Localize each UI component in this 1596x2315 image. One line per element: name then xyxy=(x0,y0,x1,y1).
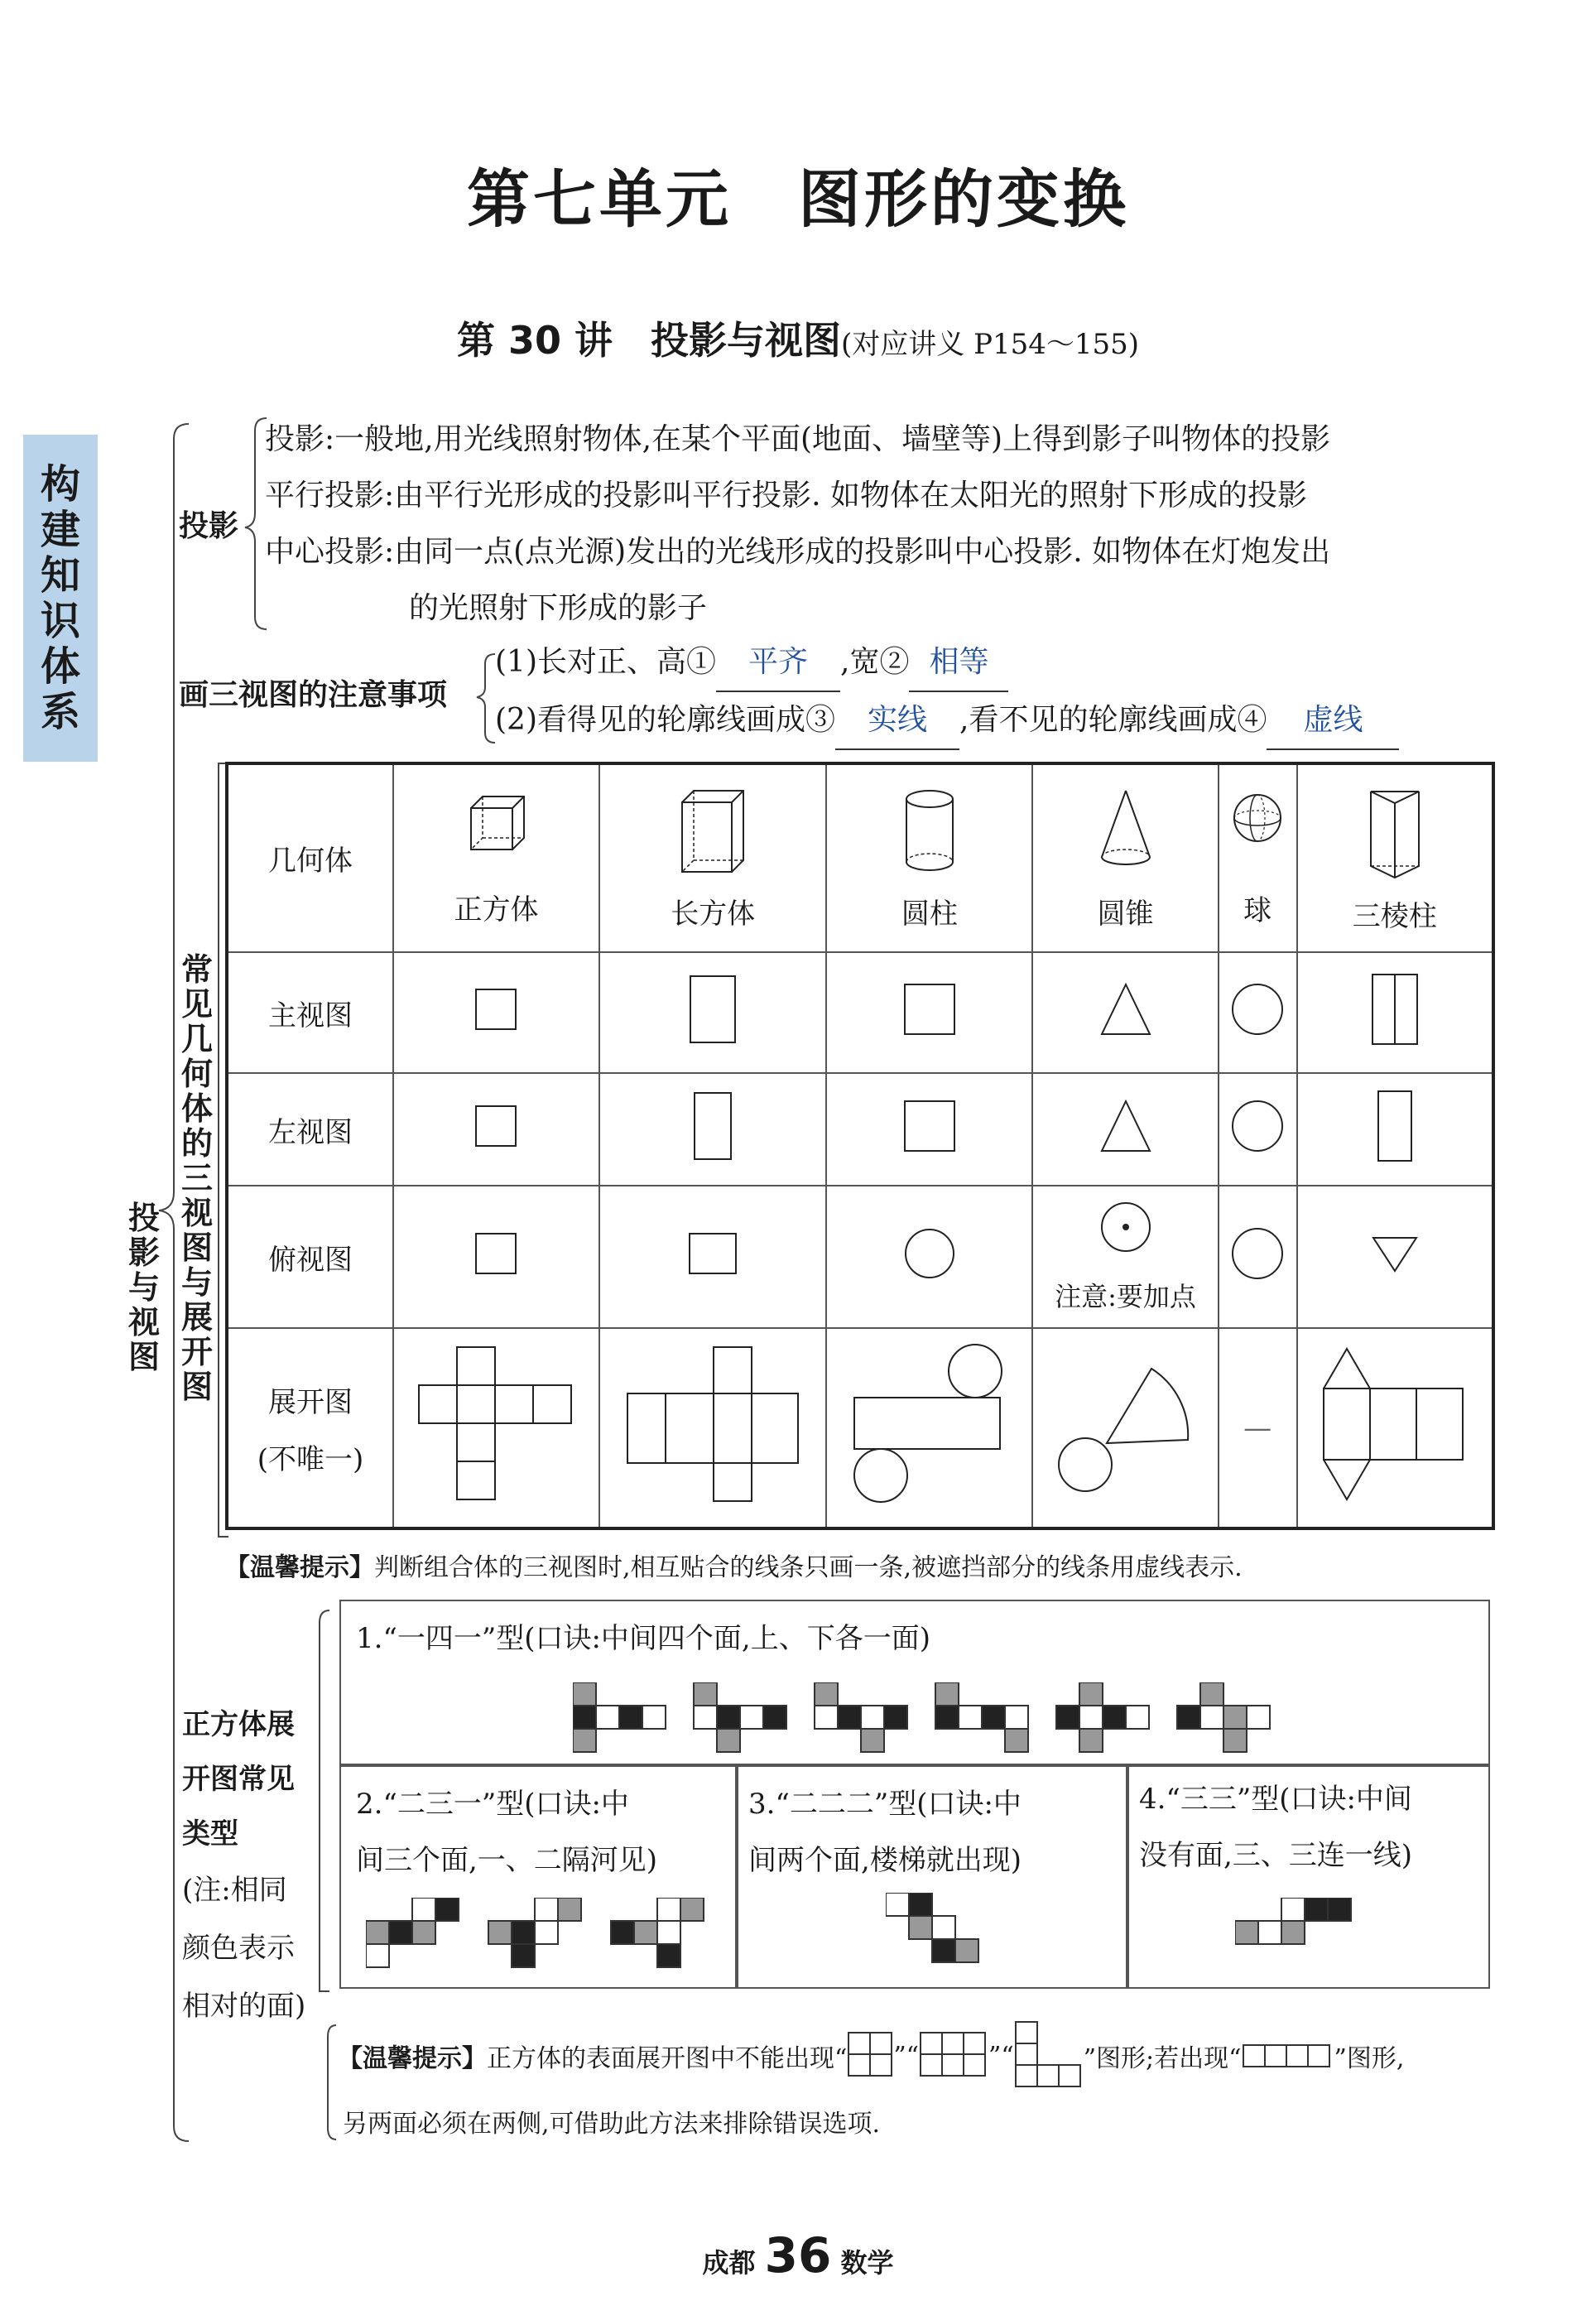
tip-text: ”图形;若出现“ xyxy=(1083,2044,1242,2073)
cone-net-icon xyxy=(1055,1354,1196,1494)
page-number: 36 xyxy=(764,2227,832,2284)
prism-solid-icon xyxy=(1366,783,1424,883)
circle-icon xyxy=(1230,982,1285,1037)
view-cell xyxy=(1032,952,1218,1073)
notes-text: (2)看得见的轮廓线画成③ xyxy=(495,703,835,737)
solid-cell xyxy=(599,763,827,952)
side-tab-char: 建 xyxy=(40,506,80,553)
net-cell xyxy=(826,1328,1032,1528)
notes-text: ,看不见的轮廓线画成④ xyxy=(959,703,1267,737)
table-label-text: 常见几何体的三视图与展开图 xyxy=(180,951,213,1405)
net-type-1-title: 1.“一四一”型(口诀:中间四个面,上、下各一面) xyxy=(356,1622,930,1655)
solid-name: 三棱柱 xyxy=(1352,899,1437,933)
cube-solid-icon xyxy=(463,790,529,856)
notes-text: ,宽② xyxy=(840,645,910,679)
rectangle-icon xyxy=(688,1232,738,1275)
net-type-1-figures xyxy=(573,1682,1434,1757)
square-icon xyxy=(903,1100,956,1153)
net-row-label: 展开图 xyxy=(268,1385,353,1419)
cube-net-icon xyxy=(417,1345,574,1503)
projection-line: 中心投影:由同一点(点光源)发出的光线形成的投影叫中心投影. 如物体在灯炮发出 xyxy=(265,535,1331,569)
projection-label: 投影 xyxy=(179,509,239,543)
sphere-solid-icon xyxy=(1228,789,1286,847)
tip-text: ”图形, xyxy=(1334,2044,1405,2073)
net-type-1-box xyxy=(339,1600,1490,1767)
net-cell xyxy=(1219,1328,1297,1528)
prism-net-icon xyxy=(1320,1345,1469,1503)
tip-text: 判断组合体的三视图时,相互贴合的线条只画一条,被遮挡部分的线条用虚线表示. xyxy=(374,1553,1243,1582)
row-header: 左视图 xyxy=(227,1073,393,1186)
cuboid-net-icon xyxy=(626,1345,800,1503)
bad-net-4-icon xyxy=(1242,2042,1334,2070)
view-cell xyxy=(1219,952,1297,1073)
side-tab-char: 构 xyxy=(40,460,80,508)
net-cell xyxy=(393,1328,599,1528)
net-type-3-title: 间两个面,楼梯就出现) xyxy=(748,1844,1022,1877)
solid-name: 正方体 xyxy=(454,893,539,926)
cube-nets-label-line: 开图常见 xyxy=(182,1763,295,1796)
cube-nets-label-line: 正方体展 xyxy=(182,1708,295,1741)
page-footer xyxy=(0,2227,1596,2284)
side-tab-char: 系 xyxy=(40,688,80,735)
square-icon xyxy=(903,983,956,1036)
solid-name: 圆柱 xyxy=(901,897,958,931)
circle-dot-icon xyxy=(1099,1201,1152,1254)
tip-text: 正方体的表面展开图中不能出现“ xyxy=(487,2044,848,2073)
table-row xyxy=(227,1073,1493,1186)
solid-cell xyxy=(1219,763,1297,952)
answer-1: 平齐 xyxy=(748,645,808,679)
view-cell xyxy=(599,1073,827,1186)
projection-line: 投影:一般地,用光线照射物体,在某个平面(地面、墙壁等)上得到影子叫物体的投影 xyxy=(265,422,1331,456)
view-cell xyxy=(1297,1186,1493,1328)
footer-city: 成都 xyxy=(702,2247,756,2279)
tip-tag: 【温馨提示】 xyxy=(338,2044,487,2073)
answer-3: 实线 xyxy=(867,703,927,737)
lecture-ref: (对应讲义 P154～155) xyxy=(841,328,1140,361)
view-cell xyxy=(599,1186,827,1328)
view-cell xyxy=(393,1186,599,1328)
tip-tag: 【温馨提示】 xyxy=(225,1553,374,1582)
net-type-4-box xyxy=(1126,1764,1490,1989)
split-rectangle-icon xyxy=(1371,973,1419,1046)
rectangle-icon xyxy=(1377,1090,1413,1162)
side-tab-char: 知 xyxy=(40,551,80,599)
net-type-4-figure xyxy=(1235,1898,1359,1956)
answer-blank xyxy=(835,692,959,750)
net-type-2-figures xyxy=(366,1898,714,1981)
outer-label-text: 投影与视图 xyxy=(127,1200,160,1375)
net-cell xyxy=(599,1328,827,1528)
view-cell xyxy=(1032,1186,1218,1328)
cube-nets-paren: (注:相同 xyxy=(182,1874,287,1907)
cylinder-solid-icon xyxy=(901,786,959,877)
circle-icon xyxy=(903,1227,956,1280)
solid-name: 球 xyxy=(1243,893,1272,927)
triangle-icon xyxy=(1099,982,1152,1037)
square-icon xyxy=(474,988,517,1031)
tip-text: ”“ xyxy=(988,2041,1014,2071)
tip-1 xyxy=(225,1547,1243,1583)
tip-text: ”“ xyxy=(893,2041,920,2071)
notes-text: (1)长对正、高① xyxy=(495,645,716,679)
header-cell: 几何体 xyxy=(227,763,393,952)
side-tab-char: 识 xyxy=(40,597,80,644)
view-cell xyxy=(826,1186,1032,1328)
net-type-2-title: 间三个面,一、二隔河见) xyxy=(356,1844,658,1877)
solid-cell xyxy=(393,763,599,952)
lecture-title-text: 第 30 讲 投影与视图 xyxy=(456,318,842,363)
cone-solid-icon xyxy=(1097,786,1155,869)
view-cell xyxy=(393,1073,599,1186)
net-type-4-title: 没有面,三、三连一线) xyxy=(1139,1839,1413,1872)
cube-nets-label-line: 类型 xyxy=(182,1817,238,1851)
circle-icon xyxy=(1230,1099,1285,1153)
bad-net-1-icon xyxy=(847,2031,893,2081)
page-title: 第七单元 图形的变换 xyxy=(467,162,1129,236)
bad-net-2-icon xyxy=(919,2031,988,2081)
solid-cell xyxy=(826,763,1032,952)
solid-cell xyxy=(1297,763,1493,952)
answer-blank xyxy=(909,634,1008,692)
notes-label: 画三视图的注意事项 xyxy=(179,678,448,712)
view-cell xyxy=(826,1073,1032,1186)
net-type-2-box xyxy=(339,1764,738,1989)
answer-blank xyxy=(716,634,840,692)
cube-nets-label xyxy=(182,1697,305,2035)
view-cell xyxy=(393,952,599,1073)
answer-4: 虚线 xyxy=(1303,703,1363,737)
square-icon xyxy=(474,1105,517,1148)
net-type-3-title: 3.“二二二”型(口诀:中 xyxy=(748,1788,1022,1821)
projection-line: 平行投影:由平行光形成的投影叫平行投影. 如物体在太阳光的照射下形成的投影 xyxy=(265,479,1308,513)
circle-icon xyxy=(1230,1226,1285,1281)
projection-line: 的光照射下形成的影子 xyxy=(409,591,708,625)
view-cell xyxy=(599,952,827,1073)
notes-line-1 xyxy=(495,634,1008,692)
solid-cell xyxy=(1032,763,1218,952)
cuboid-solid-icon xyxy=(675,786,750,877)
view-cell xyxy=(1219,1186,1297,1328)
inverted-triangle-icon xyxy=(1370,1233,1420,1274)
rectangle-icon xyxy=(689,975,737,1044)
row-header xyxy=(227,1328,393,1528)
square-icon xyxy=(474,1232,517,1275)
net-type-3-box xyxy=(735,1764,1129,1989)
answer-blank xyxy=(1267,692,1399,750)
row-header: 俯视图 xyxy=(227,1186,393,1328)
view-cell xyxy=(1297,952,1493,1073)
side-tab-char: 体 xyxy=(40,643,80,690)
table-row xyxy=(227,1328,1493,1528)
footer-subject: 数学 xyxy=(840,2247,894,2279)
view-cell xyxy=(1032,1073,1218,1186)
net-type-2-title: 2.“二三一”型(口诀:中 xyxy=(356,1788,629,1821)
net-type-3-figure xyxy=(886,1893,985,1976)
rectangle-icon xyxy=(693,1091,733,1161)
bad-net-3-icon xyxy=(1014,2020,1084,2091)
table-row xyxy=(227,763,1493,952)
net-cell xyxy=(1032,1328,1218,1528)
table-label xyxy=(179,952,215,1404)
net-type-4-title: 4.“三三”型(口诀:中间 xyxy=(1139,1783,1412,1816)
solid-name: 圆锥 xyxy=(1097,897,1154,931)
net-row-sub: (不唯一) xyxy=(257,1442,364,1476)
answer-2: 相等 xyxy=(929,645,989,679)
view-cell xyxy=(1219,1073,1297,1186)
cube-nets-paren: 相对的面) xyxy=(182,1990,306,2023)
tip-2 xyxy=(338,2019,1404,2093)
triangle-icon xyxy=(1099,1099,1152,1153)
tip-2-line-2: 另两面必须在两侧,可借助此方法来排除错误选项. xyxy=(343,2110,881,2139)
row-header: 主视图 xyxy=(227,952,393,1073)
cylinder-net-icon xyxy=(851,1341,1008,1507)
table-row xyxy=(227,952,1493,1073)
notes-line-2 xyxy=(495,692,1399,750)
solid-name: 长方体 xyxy=(671,897,756,931)
outer-label xyxy=(126,1201,162,1374)
table-row xyxy=(227,1186,1493,1328)
view-cell xyxy=(826,952,1032,1073)
views-table xyxy=(225,762,1495,1530)
cube-nets-paren: 颜色表示 xyxy=(182,1932,295,1965)
view-cell xyxy=(1297,1073,1493,1186)
net-cell xyxy=(1297,1328,1493,1528)
sphere-net-dash: — xyxy=(1243,1411,1272,1445)
cone-top-note: 注意:要加点 xyxy=(1055,1280,1196,1312)
